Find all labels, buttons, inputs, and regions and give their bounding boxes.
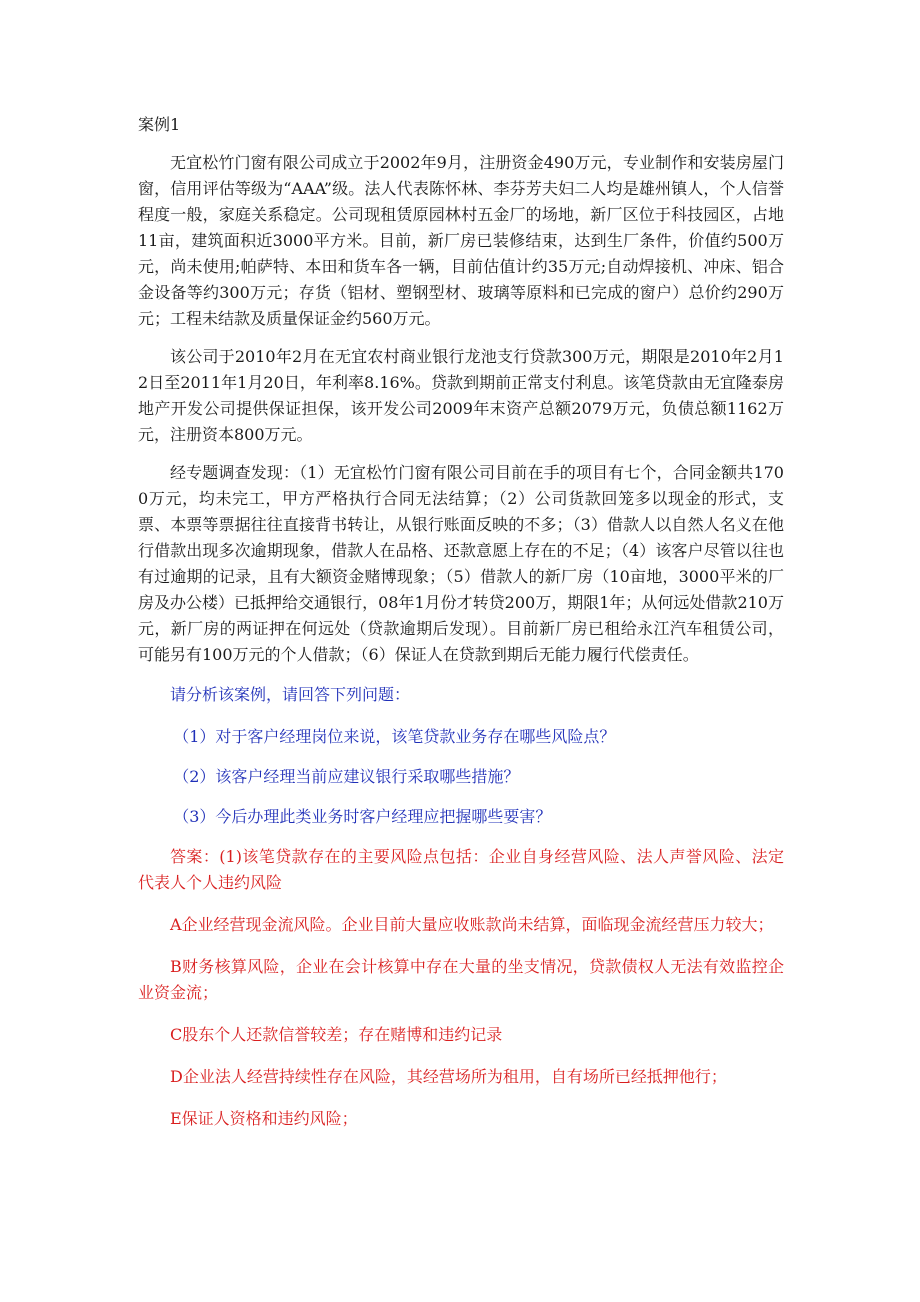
question-3: （3）今后办理此类业务时客户经理应把握哪些要害？: [173, 807, 552, 826]
answer-b: B财务核算风险，企业在会计核算中存在大量的坐支情况，贷款债权人无法有效监控企业资金流；: [138, 957, 784, 1002]
case-title: 案例1: [138, 115, 181, 134]
document-page: [138, 112, 784, 1148]
answer-e: E保证人资格和违约风险；: [170, 1109, 358, 1128]
answer-d: D企业法人经营持续性存在风险，其经营场所为租用，自有场所已经抵押他行；: [170, 1067, 727, 1086]
answer-intro: 答案：(1)该笔贷款存在的主要风险点包括：企业自身经营风险、法人声誉风险、法定代表人个人违约风险: [138, 847, 784, 892]
question-2: （2）该客户经理当前应建议银行采取哪些措施？: [173, 767, 520, 786]
question-intro: 请分析该案例，请回答下列问题：: [170, 685, 411, 704]
loan-details-paragraph: 该公司于2010年2月在无宜农村商业银行龙池支行贷款300万元，期限是2010年2月12日至2011年1月20日，年利率8.16%。贷款到期前正常支付利息。该笔贷款由无宜隆泰房地产开发公司提供保证担保，该开发公司2009年末资产总额2079万元，负债总额1162万元，注册资本800万元。: [138, 347, 784, 444]
company-background-paragraph: 无宜松竹门窗有限公司成立于2002年9月，注册资金490万元，专业制作和安装房屋门窗，信用评估等级为“AAA”级。法人代表陈怀林、李芬芳夫妇二人均是雄州镇人，个人信誉程度一般，家庭关系稳定。公司现租赁原园林村五金厂的场地，新厂区位于科技园区，占地11亩，建筑面积近3000平方米。目前，新厂房已装修结束，达到生厂条件，价值约500万元，尚未使用;帕萨特、本田和货车各一辆，目前估值计约35万元;自动焊接机、冲床、铝合金设备等约300万元；存货（铝材、塑钢型材、玻璃等原料和已完成的窗户）总价约290万元；工程未结款及质量保证金约560万元。: [138, 153, 784, 328]
investigation-findings-paragraph: 经专题调查发现：（1）无宜松竹门窗有限公司目前在手的项目有七个，合同金额共1700万元，均未完工，甲方严格执行合同无法结算；（2）公司货款回笼多以现金的形式，支票、本票等票据往往直接背书转让，从银行账面反映的不多；（3）借款人以自然人名义在他行借款出现多次逾期现象，借款人在品格、还款意愿上存在的不足；（4）该客户尽管以往也有过逾期的记录，且有大额资金赌博现象；（5）借款人的新厂房（10亩地，3000平米的厂房及办公楼）已抵押给交通银行，08年1月份才转贷200万，期限1年；从何远处借款210万元，新厂房的两证押在何远处（贷款逾期后发现）。目前新厂房已租给永江汽车租赁公司，可能另有100万元的个人借款；（6）保证人在贷款到期后无能力履行代偿责任。: [138, 463, 784, 664]
question-1: （1）对于客户经理岗位来说，该笔贷款业务存在哪些风险点？: [173, 727, 616, 746]
answer-c: C股东个人还款信誉较差；存在赌博和违约记录: [170, 1025, 503, 1044]
answer-a: A企业经营现金流风险。企业目前大量应收账款尚未结算，面临现金流经营压力较大；: [170, 915, 774, 934]
